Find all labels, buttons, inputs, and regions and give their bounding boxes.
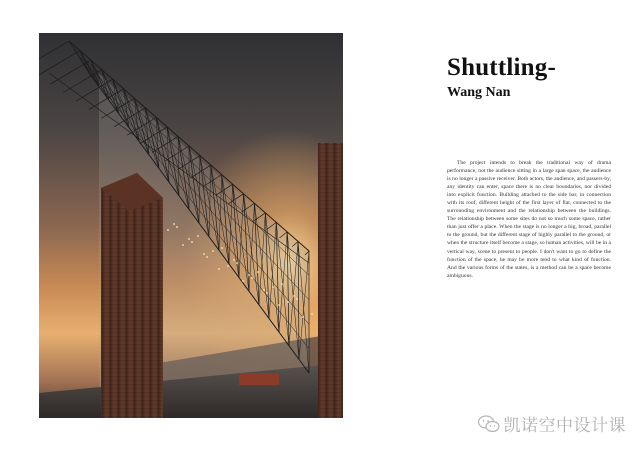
hanging-light: [227, 265, 229, 267]
hanging-light: [296, 298, 298, 300]
hanging-light: [206, 256, 208, 258]
hanging-light: [302, 316, 304, 318]
render-illustration: [39, 33, 343, 418]
hanging-light: [212, 250, 214, 252]
hanging-light: [293, 295, 295, 297]
hanging-light: [266, 292, 268, 294]
hanging-light: [281, 283, 283, 285]
hanging-light: [191, 241, 193, 243]
hanging-light: [182, 244, 184, 246]
hanging-light: [242, 280, 244, 282]
hanging-light: [311, 313, 313, 315]
hanging-light: [173, 223, 175, 225]
hanging-light: [251, 277, 253, 279]
hanging-light: [188, 238, 190, 240]
architectural-render-image: [39, 33, 343, 418]
hanging-light: [263, 289, 265, 291]
hanging-light: [203, 253, 205, 255]
hanging-light: [236, 262, 238, 264]
hanging-light: [233, 259, 235, 261]
watermark: [478, 411, 627, 436]
author-name: Wang Nan: [447, 85, 511, 100]
hanging-light: [218, 268, 220, 270]
hanging-light: [248, 274, 250, 276]
hanging-light: [167, 229, 169, 231]
watermark-text: 凯诺空中设计课: [503, 416, 626, 436]
hanging-light: [272, 286, 274, 288]
hanging-light: [278, 304, 280, 306]
hanging-light: [197, 235, 199, 237]
wechat-icon: [478, 415, 500, 433]
right-brick-wall: [318, 143, 343, 418]
hanging-light: [257, 271, 259, 273]
page-title: Shuttling-: [447, 54, 556, 81]
hanging-light: [221, 247, 223, 249]
hanging-light: [176, 226, 178, 228]
hanging-light: [287, 301, 289, 303]
project-description: The project intends to break the traditional way of drama performance, not the audience sitting in a large span space, the audience is no longer a passive receiver. Both actors, the audience, and passers-by, any identity can enter, space there is no clear boundaries, nor divided into explicit function. Building attached to the side bar, in connection with its roof, different height of the first layer of flat, connected to the surrounding environment and the relationship between the buildings. The relationship between some sites do not so much some space, rather than just offer a place. When the stage is no longer a big, broad, parallel to the ground, but the different stage of highly parallel to the ground, or when the structure itself become a stage, so human activities, will be in a vertical way, scene to present to people. I don't want to go to define the function of the space, he may be more tend to what kind of function. And the various forms of the states, is a method can be a space become ambiguous.: [447, 160, 611, 279]
red-stage-platform: [239, 373, 279, 385]
